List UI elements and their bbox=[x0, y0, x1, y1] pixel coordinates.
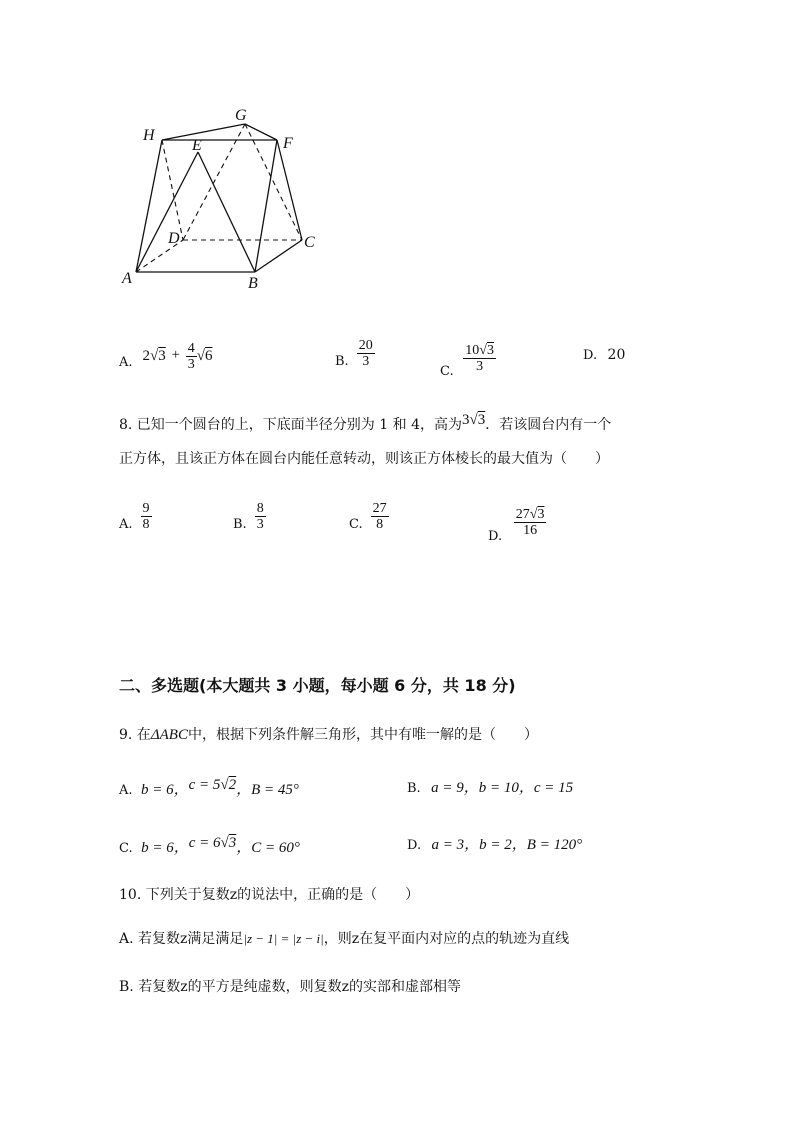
q8-stem-line2: 正方体，且该正方体在圆台内能任意转动，则该正方体棱长的最大值为（ ） bbox=[119, 451, 609, 467]
label-D: D bbox=[168, 230, 180, 247]
label-F: F bbox=[283, 135, 293, 152]
option-label: B. bbox=[335, 354, 349, 369]
q8-stem-line1: 8. 已知一个圆台的上，下底面半径分别为 1 和 4，高为3√3．若该圆台内有一个 bbox=[119, 412, 612, 433]
edge-BC bbox=[255, 240, 302, 272]
label-E: E bbox=[192, 137, 202, 154]
q10-option-a: A. 若复数z满足满足|z − 1| = |z − i|，则z在复平面内对应的点的轨迹为直线 bbox=[119, 931, 570, 947]
q10-option-b: B. 若复数z的平方是纯虚数，则复数z的实部和虚部相等 bbox=[119, 979, 461, 995]
option-label: A. bbox=[119, 354, 133, 370]
edge-FB bbox=[255, 140, 277, 272]
label-A: A bbox=[122, 270, 132, 287]
q8-height: 3√3 bbox=[461, 412, 486, 428]
q10-stem: 10. 下列关于复数z的说法中，正确的是（ ） bbox=[119, 887, 420, 903]
q7-b-fraction: $\frac{20}{3}$ bbox=[358, 338, 373, 369]
edge-EB bbox=[198, 152, 255, 272]
edge-FC bbox=[277, 140, 302, 240]
label-H: H bbox=[143, 127, 155, 144]
q7-option-b bbox=[335, 338, 375, 369]
q7-a-expression: 2√3 + $\frac{4}{3}$ √6 bbox=[142, 340, 213, 372]
edge-EA bbox=[136, 152, 198, 272]
label-G: G bbox=[235, 107, 247, 124]
q8-option-b: B. $\frac{8}{3}$ bbox=[233, 501, 264, 532]
q9-option-b: B. a = 9，b = 10，c = 15 bbox=[407, 780, 574, 796]
q8-option-c: C. $\frac{27}{8}$ bbox=[349, 501, 387, 532]
q7-option-a bbox=[119, 340, 212, 372]
edge-GF bbox=[245, 124, 277, 140]
q7-option-d: D. 20 bbox=[583, 347, 626, 363]
q9-stem: 9. 在ΔABC中，根据下列条件解三角形，其中有唯一解的是（ ） bbox=[119, 727, 538, 743]
edge-HG bbox=[162, 124, 245, 140]
edge-GC bbox=[245, 124, 302, 240]
q7-option-c bbox=[440, 338, 498, 379]
edge-HD bbox=[162, 140, 183, 240]
option-label: C. bbox=[440, 364, 454, 379]
geometry-figure bbox=[110, 100, 340, 300]
section-heading: 二、多选题(本大题共 3 小题，每小题 6 分，共 18 分) bbox=[119, 676, 516, 695]
edge-HA bbox=[136, 140, 162, 272]
label-C: C bbox=[304, 234, 315, 251]
q8-option-d: D. $\frac{27√3}{16}$ bbox=[488, 507, 545, 544]
label-B: B bbox=[248, 275, 258, 292]
q9-option-c: C. b = 6，c = 6√3，C = 60° bbox=[119, 835, 300, 856]
q7-c-fraction: $\frac{10√3}{3}$ bbox=[465, 343, 494, 374]
q9-option-d: D. a = 3，b = 2，B = 120° bbox=[407, 837, 583, 853]
q9-option-a: A. b = 6，c = 5√2，B = 45° bbox=[119, 777, 299, 798]
q8-option-a: A. $\frac{9}{8}$ bbox=[119, 501, 150, 532]
